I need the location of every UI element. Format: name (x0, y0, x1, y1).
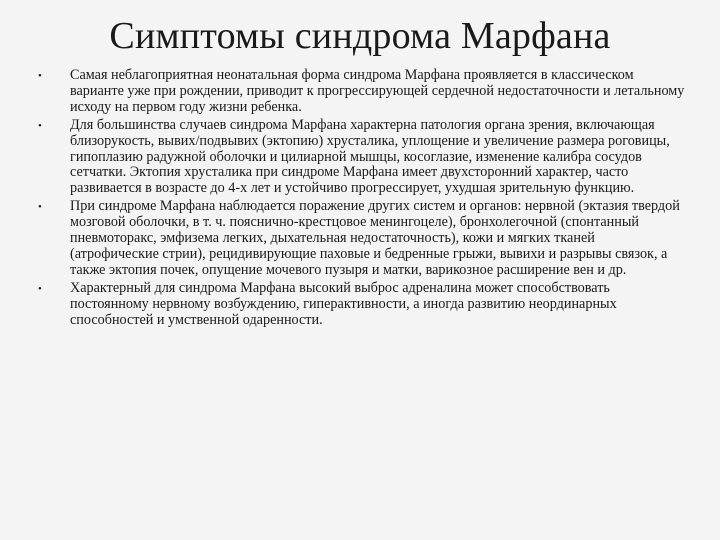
bullet-item (38, 281, 686, 329)
bullet-text: Самая неблагоприятная неонатальная форма синдрома Марфана проявляется в классическом варианте уже при рождении, приводит к прогрессирующей сердечной недостаточности и летальному исходу на первом году жизни ребенка. (70, 67, 685, 115)
slide-title: Симптомы синдрома Марфана (109, 15, 611, 57)
bullet-dot-icon: • (38, 201, 42, 214)
bullet-dot-icon: • (38, 70, 42, 82)
bullet-text: При синдроме Марфана наблюдается поражение других систем и органов: нервной (эктазия твердой мозговой оболочки, в т. ч. пояснично-крестцовое менингоцеле), бронхолегочной (спонтанный пневмоторакс, эмфизема легких, дыхательная недостаточность), кожи и мягких тканей (атрофические стрии), рецидивирующие паховые и бедренные грыжи, вывихи и разрывы связок, а также эктопия почек, опущение мочевого пузыря и матки, варикозное расширение вен и др. (70, 198, 680, 278)
bullet-text: Характерный для синдрома Марфана высокий выброс адреналина может способствовать постоянному нервному возбуждению, гиперактивности, а иногда развитию неординарных способностей и умственной одаренности. (70, 279, 617, 328)
bullet-item (38, 68, 686, 116)
bullet-item (38, 118, 686, 198)
bullet-dot-icon: • (38, 119, 42, 132)
bullet-list (38, 68, 686, 331)
bullet-dot-icon: • (38, 282, 42, 295)
bullet-item (38, 199, 686, 279)
bullet-text: Для большинства случаев синдрома Марфана характерна патология органа зрения, включающая близорукость, вывих/подвывих (эктопию) хрусталика, уплощение и увеличение размера роговицы, гипоплазию радужной оболочки и цилиарной мышцы, косоглазие, изменение калибра сосудов сетчатки. Эктопия хрусталика при синдроме Марфана имеет двухсторонний характер, часто развивается в возрасте до 4-х лет и устойчиво прогрессирует, ухудшая зрительную функцию. (70, 116, 670, 197)
